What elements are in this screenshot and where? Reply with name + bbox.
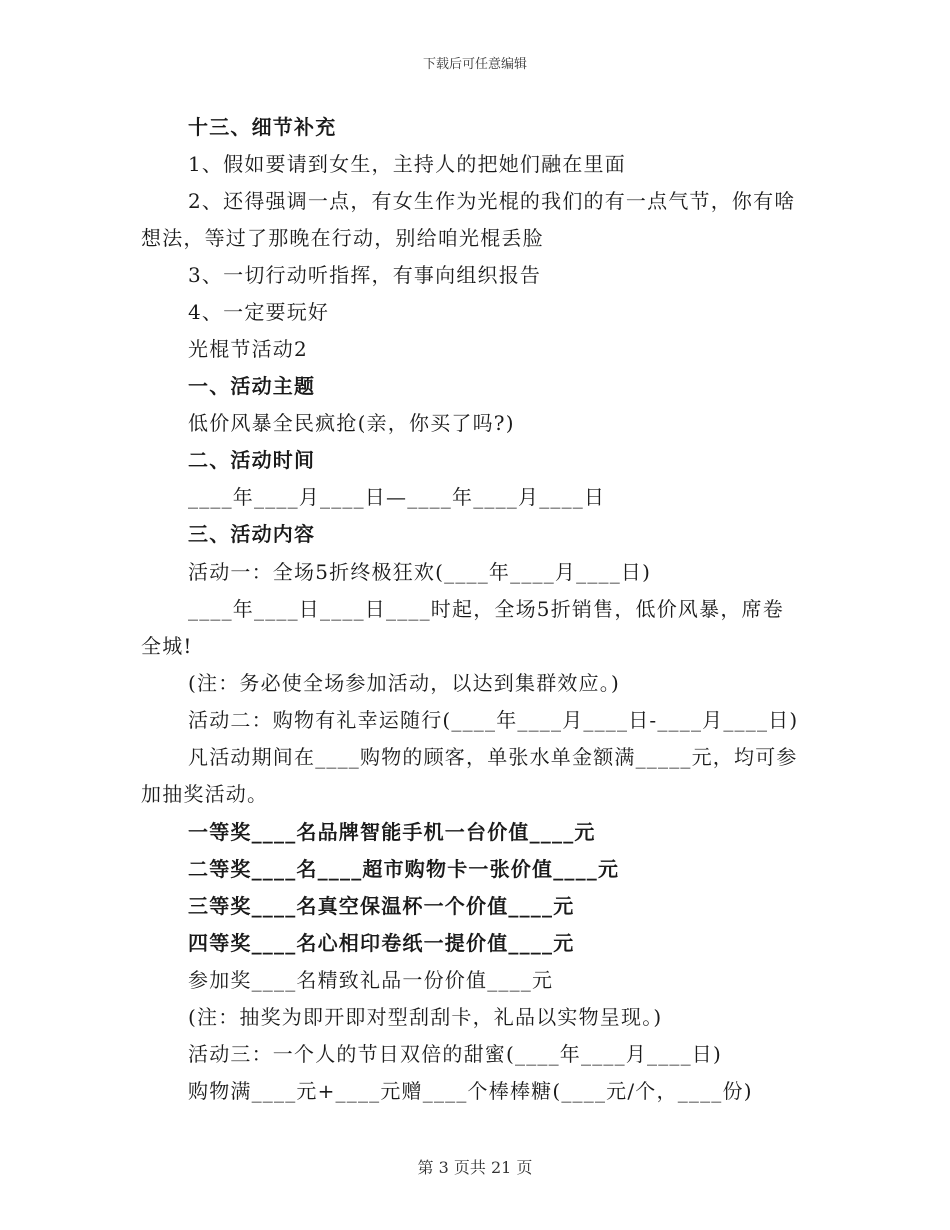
page-footer: 第 3 页共 21 页: [417, 1158, 533, 1177]
prize-line: 四等奖____名心相印卷纸一提价值____元: [188, 931, 575, 955]
text-line: 4、一定要玩好: [188, 300, 330, 324]
text-line: 参加奖____名精致礼品一份价值____元: [188, 968, 554, 992]
section-heading: 十三、细节补充: [188, 115, 337, 139]
text-line: 低价风暴全民疯抢(亲，你买了吗?): [188, 411, 515, 435]
text-line: ____年____月____日—____年____月____日: [188, 485, 606, 509]
text-line: 加抽奖活动。: [141, 782, 269, 806]
text-line: 全城!: [141, 634, 193, 658]
text-line: (注：务必使全场参加活动，以达到集群效应。): [188, 671, 621, 695]
text-line: ____年____日____日____时起，全场5折销售，低价风暴，席卷: [188, 597, 784, 621]
prize-line: 二等奖____名____超市购物卡一张价值____元: [188, 857, 620, 881]
text-line: 购物满____元+____元赠____个棒棒糖(____元/个，____份): [188, 1079, 753, 1103]
text-line: 1、假如要请到女生，主持人的把她们融在里面: [188, 152, 626, 176]
prize-line: 三等奖____名真空保温杯一个价值____元: [188, 894, 575, 918]
section-heading: 二、活动时间: [188, 448, 316, 472]
text-line: 活动一：全场5折终极狂欢(____年____月____日): [188, 560, 652, 584]
text-line: 想法，等过了那晚在行动，别给咱光棍丢脸: [141, 226, 544, 250]
text-line: 凡活动期间在____购物的顾客，单张水单金额满_____元，均可参: [188, 745, 798, 769]
section-heading: 三、活动内容: [188, 522, 316, 546]
text-line: 2、还得强调一点，有女生作为光棍的我们的有一点气节，你有啥: [188, 189, 796, 213]
text-line: 活动二：购物有礼幸运随行(____年____月____日-____月____日): [188, 708, 799, 732]
text-line: 活动三：一个人的节日双倍的甜蜜(____年____月____日): [188, 1042, 723, 1066]
page-header: 下载后可任意编辑: [422, 57, 527, 72]
prize-line: 一等奖____名品牌智能手机一台价值____元: [188, 820, 596, 844]
text-line: 3、一切行动听指挥，有事向组织报告: [188, 263, 542, 287]
text-line: (注：抽奖为即开即对型刮刮卡，礼品以实物呈现。): [188, 1005, 663, 1029]
section-heading: 一、活动主题: [188, 374, 316, 398]
text-line: 光棍节活动2: [188, 337, 308, 361]
